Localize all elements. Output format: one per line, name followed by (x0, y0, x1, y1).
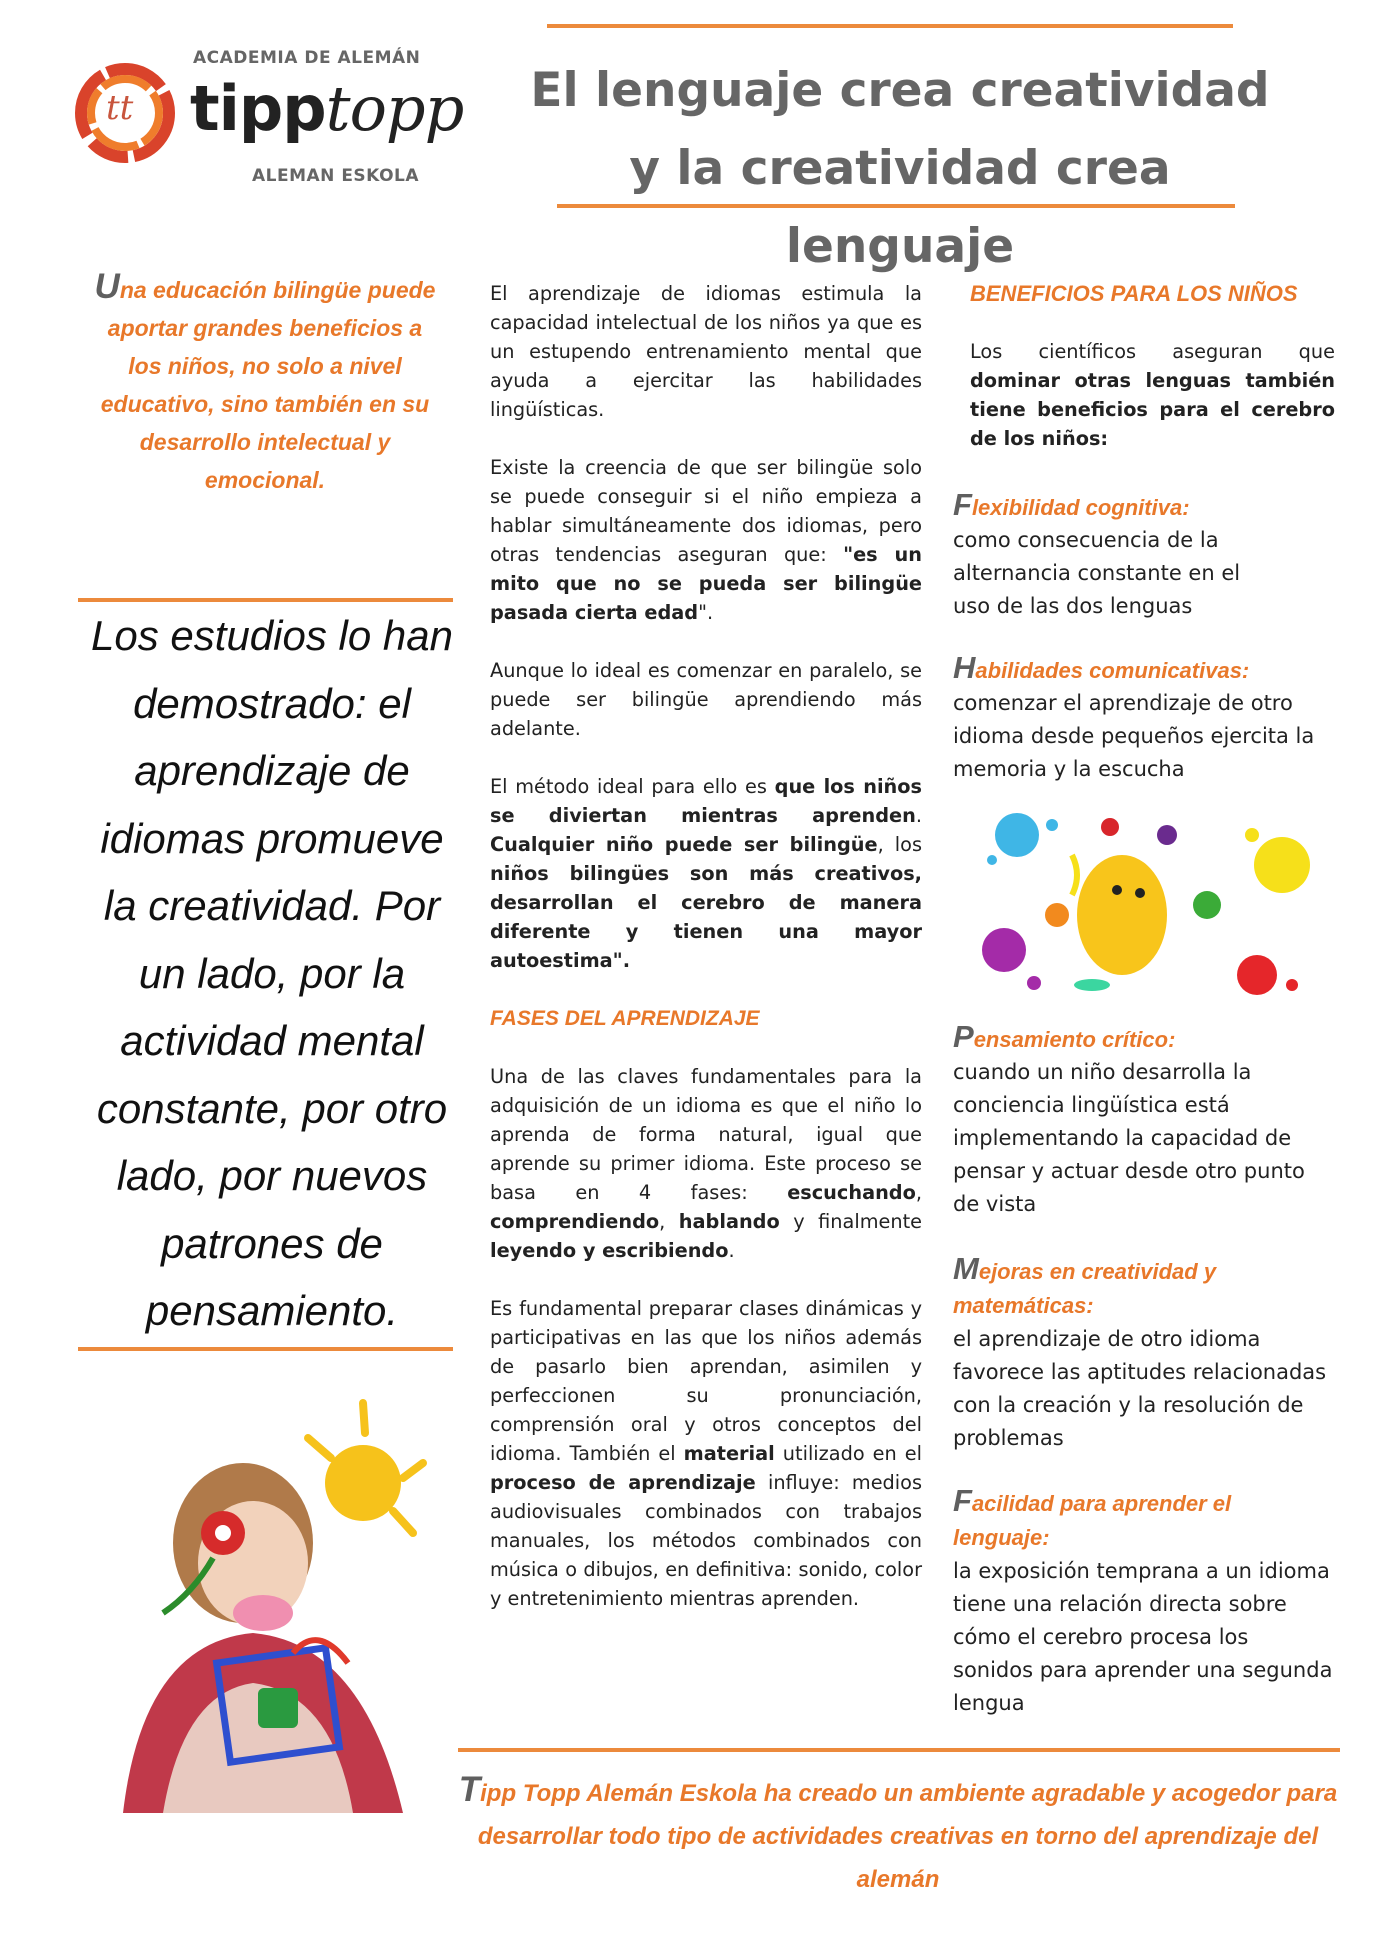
intro-drop-cap: U (94, 267, 120, 306)
footer-rule (458, 1748, 1340, 1752)
title-line-2: y la creatividad crea lenguaje (629, 141, 1171, 274)
logo-bottom-text: ALEMAN ESKOLA (252, 166, 420, 186)
benefit-mejoras: Mejoras en creatividad y matemáticas: el aprendizaje de otro idioma favorece las aptitudes relacionadas con la creación y la resolución de problemas (953, 1251, 1327, 1450)
logo-top-text: ACADEMIA DE ALEMÁN (193, 48, 421, 68)
intro-body: na educación bilingüe puede aportar grandes beneficios a los niños, no solo a nivel educativo, sino también en su desarrollo intelectual y emocional. (100, 277, 436, 493)
benefit-facilidad: Facilidad para aprender el lenguaje: la exposición temprana a un idioma tiene una relación directa sobre cómo el cerebro procesa los sonidos para aprender una segunda lengua (953, 1483, 1333, 1715)
logo-monogram: tt (106, 88, 134, 128)
quote-bottom-rule (78, 1347, 453, 1351)
main-article-column (490, 279, 922, 1642)
paragraph-2: Existe la creencia de que ser bilingüe solo se puede conseguir si el niño empieza a hablar simultáneamente dos idiomas, pero otras tendencias aseguran que: "es un mito que no se pueda ser bilingüe pasada cierta edad". (490, 456, 922, 624)
benefits-lead: Los científicos aseguran que dominar otras lenguas también tiene beneficios para el cerebro de los niños: (970, 340, 1335, 450)
page-title (520, 52, 1280, 286)
heading-fases: FASES DEL APRENDIZAJE (490, 1007, 760, 1030)
benefit-flexibilidad: Flexibilidad cognitiva: como consecuencia de la alternancia constante en el uso de las dos lenguas (953, 487, 1241, 618)
heading-beneficios: BENEFICIOS PARA LOS NIÑOS (970, 281, 1298, 306)
title-bottom-rule (557, 204, 1235, 208)
child-painting-photo (103, 1393, 443, 1813)
footer-body: ipp Topp Alemán Eskola ha creado un ambiente agradable y acogedor para desarrollar todo tipo de actividades creativas en torno del aprendizaje del alemán (477, 1780, 1338, 1893)
paint-splash-illustration (972, 805, 1312, 1015)
footer-statement (458, 1768, 1338, 1901)
paragraph-4: El método ideal para ello es que los niños se diviertan mientras aprenden. Cualquier niño puede ser bilingüe, los niños bilingües son más creativos, desarrollan el cerebro de manera diferente y tienen una mayor autoestima". (490, 775, 922, 972)
paragraph-3: Aunque lo ideal es comenzar en paralelo, se puede ser bilingüe aprendiendo más adelante. (490, 659, 922, 740)
logo-wordmark: tipptopp (190, 72, 464, 145)
paragraph-5: Una de las claves fundamentales para la adquisición de un idioma es que el niño lo aprenda de forma natural, igual que aprende su primer idioma. Este proceso se basa en 4 fases: escuchando, comprendiendo, hablando y finalmente leyendo y escribiendo. (490, 1065, 922, 1262)
paragraph-1: El aprendizaje de idiomas estimula la capacidad intelectual de los niños ya que es un estupendo entrenamiento mental que ayuda a ejercitar las habilidades lingüísticas. (490, 282, 922, 421)
benefits-column (970, 279, 1335, 485)
pull-quote: Los estudios lo han demostrado: el aprendizaje de idiomas promueve la creatividad. Por un lado, por la actividad mental constante, por otro lado, por nuevos patrones de pensamiento. (91, 612, 453, 1334)
title-line-1: El lenguaje crea creatividad (530, 63, 1270, 118)
paragraph-6: Es fundamental preparar clases dinámicas y participativas en las que los niños además de pasarlo bien aprendan, asimilen y perfeccionen su pronunciación, comprensión oral y otros conceptos del idioma. También el material utilizado en el proceso de aprendizaje influye: medios audiovisuales combinados con trabajos manuales, los métodos combinados con música o dibujos, en definitiva: sonido, color y entretenimiento mientras aprenden. (490, 1297, 922, 1610)
benefit-habilidades: Habilidades comunicativas: comenzar el aprendizaje de otro idioma desde pequeños ejercita la memoria y la escucha (953, 650, 1315, 781)
benefit-pensamiento: Pensamiento crítico: cuando un niño desarrolla la conciencia lingüística está implementando la capacidad de pensar y actuar desde otro punto de vista (953, 1019, 1305, 1216)
title-top-rule (547, 24, 1233, 28)
footer-drop-cap: T (458, 1770, 481, 1809)
intro-text (90, 268, 440, 499)
